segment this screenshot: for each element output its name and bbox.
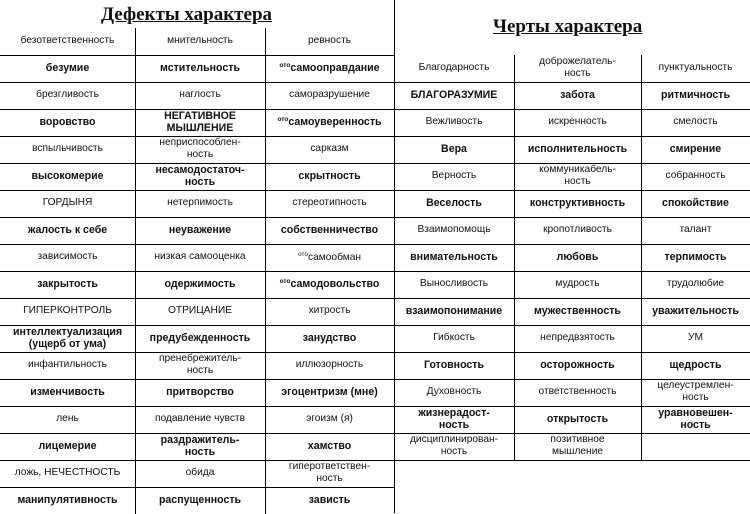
- trait-cell: [394, 82, 514, 109]
- trait-cell: [514, 163, 641, 190]
- defect-cell: [135, 55, 265, 82]
- defect-cell: [135, 271, 265, 298]
- trait-label: трудолюбие: [666, 278, 725, 290]
- row-rule: [394, 271, 750, 272]
- trait-cell: [514, 82, 641, 109]
- trait-label: Верность: [431, 170, 477, 182]
- prefix-mark: ото: [277, 115, 289, 123]
- defect-label: безумие: [45, 61, 90, 74]
- trait-cell: [394, 163, 514, 190]
- trait-cell: [641, 55, 750, 82]
- trait-cell: [394, 352, 514, 379]
- trait-cell: [514, 109, 641, 136]
- defect-cell: [0, 433, 135, 460]
- trait-label: Взаимопомощь: [417, 224, 491, 236]
- defect-cell: [0, 163, 135, 190]
- row-rule: [394, 325, 750, 326]
- trait-label: Гибкость: [433, 332, 475, 344]
- trait-cell: [394, 244, 514, 271]
- row-rule: [0, 82, 394, 83]
- row-rule: [0, 217, 394, 218]
- defect-cell: [0, 109, 135, 136]
- trait-label: Готовность: [423, 358, 485, 371]
- defect-label: самооправдание: [290, 61, 380, 74]
- defect-label: брезгливость: [36, 89, 99, 101]
- trait-cell: [394, 406, 514, 433]
- column-rule: [135, 28, 136, 514]
- defect-cell: [0, 271, 135, 298]
- trait-label: дисциплинирован- ность: [409, 434, 499, 457]
- defect-label: лицемерие: [38, 439, 97, 452]
- defect-cell: [265, 55, 394, 82]
- trait-label: Выносливость: [419, 278, 489, 290]
- trait-label: смелость: [673, 116, 718, 128]
- trait-cell: [641, 271, 750, 298]
- defect-label: наглость: [179, 89, 221, 101]
- trait-label: смирение: [669, 142, 722, 155]
- defect-cell: [135, 487, 265, 514]
- trait-cell: [514, 298, 641, 325]
- defect-cell: [265, 298, 394, 325]
- trait-label: БЛАГОРАЗУМИЕ: [410, 88, 498, 101]
- defect-cell: [265, 28, 394, 55]
- trait-cell: [641, 109, 750, 136]
- trait-label: уважительность: [652, 304, 739, 317]
- defect-cell: [0, 55, 135, 82]
- row-rule: [0, 433, 394, 434]
- trait-label: талант: [679, 224, 712, 236]
- defect-label: хамство: [307, 439, 352, 452]
- trait-label: терпимость: [664, 250, 727, 263]
- row-rule: [0, 136, 394, 137]
- trait-label: любовь: [556, 250, 599, 263]
- trait-cell: [394, 325, 514, 352]
- trait-label: уравновешен- ность: [658, 406, 733, 431]
- column-rule: [265, 28, 266, 514]
- defect-cell: [265, 109, 394, 136]
- trait-label: щедрость: [669, 358, 722, 371]
- defect-cell: [135, 298, 265, 325]
- defect-cell: [0, 136, 135, 163]
- defect-label: предубежденность: [149, 331, 251, 344]
- defect-cell: [265, 325, 394, 352]
- row-rule: [0, 379, 394, 380]
- defect-cell: [135, 406, 265, 433]
- defect-cell: [135, 244, 265, 271]
- defect-cell: [135, 82, 265, 109]
- row-rule: [394, 406, 750, 407]
- trait-label: Благодарность: [418, 62, 490, 74]
- trait-label: ритмичность: [661, 88, 730, 101]
- defect-cell: [265, 487, 394, 514]
- trait-cell: [394, 271, 514, 298]
- defect-label: притворство: [166, 385, 234, 398]
- defect-label: несамодостаточ- ность: [155, 163, 245, 188]
- trait-label: взаимопонимание: [405, 304, 503, 317]
- trait-label: пунктуальность: [658, 62, 733, 74]
- defect-cell: [0, 244, 135, 271]
- trait-label: доброжелатель- ность: [539, 56, 616, 79]
- defect-label: мнительность: [167, 35, 233, 47]
- trait-label: Веселость: [426, 196, 482, 209]
- defect-label: иллюзорность: [295, 359, 364, 371]
- defect-label: жалость к себе: [27, 223, 108, 236]
- defect-cell: [265, 136, 394, 163]
- trait-label: коммуникабель- ность: [539, 164, 616, 187]
- row-rule: [394, 217, 750, 218]
- prefix-mark: ото: [279, 277, 291, 285]
- defect-cell: [135, 28, 265, 55]
- defect-cell: [265, 82, 394, 109]
- defect-label: закрытость: [37, 277, 98, 290]
- defect-label: эгоцентризм (мне): [281, 385, 378, 398]
- defect-label: эгоизм (я): [306, 413, 353, 425]
- trait-cell: [641, 163, 750, 190]
- defect-label: гиперответствен- ность: [288, 461, 371, 484]
- defect-label: инфантильность: [28, 359, 107, 371]
- defect-label: самообман: [307, 251, 361, 263]
- defect-label: подавление чувств: [154, 413, 246, 425]
- defect-cell: [265, 217, 394, 244]
- trait-label: конструктивность: [529, 196, 626, 209]
- defect-label: самоуверенность: [288, 115, 382, 128]
- row-rule: [0, 406, 394, 407]
- row-rule: [394, 352, 750, 353]
- trait-label: целеустремлен- ность: [657, 380, 734, 403]
- trait-cell: [514, 190, 641, 217]
- defect-cell: [135, 379, 265, 406]
- trait-label: мужественность: [534, 304, 621, 317]
- trait-cell: [641, 379, 750, 406]
- defect-cell: [0, 82, 135, 109]
- row-rule: [394, 298, 750, 299]
- defect-cell: [135, 136, 265, 163]
- defect-label: интеллектуализация (ущерб от ума): [12, 325, 123, 350]
- defect-cell: [265, 460, 394, 487]
- trait-cell: [641, 244, 750, 271]
- defect-cell: [135, 163, 265, 190]
- defect-cell: [265, 271, 394, 298]
- defect-cell: [0, 352, 135, 379]
- defect-label: ГОРДЫНЯ: [42, 197, 93, 209]
- row-rule: [0, 190, 394, 191]
- defect-cell: [0, 28, 135, 55]
- trait-label: собранность: [665, 170, 726, 182]
- trait-cell: [641, 433, 750, 460]
- defect-label: скрытность: [298, 169, 361, 182]
- trait-cell: [514, 217, 641, 244]
- defect-label: зависть: [308, 493, 351, 506]
- row-rule: [394, 244, 750, 245]
- defect-cell: [135, 217, 265, 244]
- trait-label: открытость: [546, 412, 609, 425]
- trait-cell: [514, 271, 641, 298]
- row-rule: [394, 82, 750, 83]
- defect-label: низкая самооценка: [154, 251, 246, 263]
- trait-cell: [514, 406, 641, 433]
- trait-label: спокойствие: [662, 196, 729, 209]
- defect-label: неприспособлен- ность: [159, 137, 241, 160]
- row-rule: [0, 298, 394, 299]
- defect-cell: [0, 406, 135, 433]
- trait-label: искренность: [548, 116, 607, 128]
- defect-label: безответственность: [20, 35, 115, 47]
- trait-cell: [394, 109, 514, 136]
- row-rule: [394, 433, 750, 434]
- trait-cell: [394, 190, 514, 217]
- defect-label: лень: [56, 413, 79, 425]
- trait-cell: [514, 352, 641, 379]
- defect-label: нетерпимость: [167, 197, 233, 209]
- defect-cell: [265, 379, 394, 406]
- defect-label: пренебрежитель- ность: [158, 353, 242, 376]
- trait-cell: [514, 55, 641, 82]
- defect-label: раздражитель- ность: [160, 433, 240, 458]
- defect-cell: [0, 460, 135, 487]
- defects-title: Дефекты характера: [101, 4, 273, 25]
- defect-label: манипулятивность: [17, 493, 118, 506]
- trait-cell: [394, 55, 514, 82]
- trait-cell: [641, 217, 750, 244]
- column-rule: [514, 55, 515, 460]
- row-rule: [394, 460, 750, 461]
- defect-label: собственничество: [280, 223, 379, 236]
- defect-cell: [265, 433, 394, 460]
- row-rule: [0, 271, 394, 272]
- defect-cell: [0, 298, 135, 325]
- row-rule: [394, 190, 750, 191]
- defect-cell: [0, 325, 135, 352]
- defect-cell: [135, 352, 265, 379]
- trait-label: непредвзятость: [540, 332, 615, 344]
- row-rule: [0, 352, 394, 353]
- trait-cell: [641, 298, 750, 325]
- trait-cell: [514, 136, 641, 163]
- trait-label: ответственность: [538, 386, 617, 398]
- defect-label: зависимость: [37, 251, 98, 263]
- row-rule: [394, 163, 750, 164]
- row-rule: [0, 487, 394, 488]
- defect-label: распущенность: [158, 493, 242, 506]
- trait-label: мудрость: [555, 278, 600, 290]
- trait-cell: [514, 325, 641, 352]
- row-rule: [394, 136, 750, 137]
- trait-cell: [641, 190, 750, 217]
- defect-cell: [0, 487, 135, 514]
- trait-label: позитивное мышление: [550, 434, 605, 457]
- trait-cell: [641, 325, 750, 352]
- trait-label: жизнерадост- ность: [418, 406, 490, 431]
- trait-label: осторожность: [540, 358, 615, 371]
- trait-cell: [394, 298, 514, 325]
- row-rule: [0, 163, 394, 164]
- defect-label: одержимость: [164, 277, 236, 290]
- defect-label: неуважение: [168, 223, 232, 236]
- defect-cell: [135, 109, 265, 136]
- defect-cell: [0, 190, 135, 217]
- defect-label: изменчивость: [30, 385, 105, 398]
- defect-label: высокомерие: [31, 169, 104, 182]
- defect-cell: [265, 406, 394, 433]
- defect-cell: [0, 379, 135, 406]
- defect-cell: [135, 460, 265, 487]
- trait-label: УМ: [688, 332, 703, 344]
- trait-cell: [641, 352, 750, 379]
- trait-label: Духовность: [426, 386, 482, 398]
- defect-label: саморазрушение: [289, 89, 370, 101]
- trait-label: Вежливость: [425, 116, 483, 128]
- traits-title: Черты характера: [493, 16, 643, 37]
- trait-cell: [641, 136, 750, 163]
- row-rule: [0, 460, 394, 461]
- prefix-mark: ото: [279, 61, 291, 69]
- defect-cell: [265, 352, 394, 379]
- trait-cell: [394, 433, 514, 460]
- defect-cell: [265, 190, 394, 217]
- trait-cell: [641, 406, 750, 433]
- defect-label: занудство: [302, 331, 357, 344]
- row-rule: [0, 325, 394, 326]
- prefix-mark: ото: [297, 250, 308, 258]
- row-rule: [394, 109, 750, 110]
- defect-cell: [265, 244, 394, 271]
- defect-label: НЕГАТИВНОЕ МЫШЛЕНИЕ: [164, 109, 236, 134]
- trait-cell: [394, 136, 514, 163]
- defect-cell: [0, 217, 135, 244]
- defect-label: сарказм: [310, 143, 349, 155]
- trait-cell: [514, 433, 641, 460]
- defect-cell: [135, 433, 265, 460]
- defect-label: ГИПЕРКОНТРОЛЬ: [23, 305, 112, 317]
- trait-cell: [514, 379, 641, 406]
- defect-label: стереотипность: [292, 197, 367, 209]
- row-rule: [394, 379, 750, 380]
- trait-cell: [641, 82, 750, 109]
- defect-cell: [135, 325, 265, 352]
- defect-label: воровство: [39, 115, 96, 128]
- defect-label: ревность: [307, 35, 352, 47]
- column-rule: [641, 55, 642, 460]
- defect-label: ОТРИЦАНИЕ: [167, 305, 233, 317]
- row-rule: [0, 109, 394, 110]
- row-rule: [0, 55, 394, 56]
- defect-cell: [135, 190, 265, 217]
- trait-label: внимательность: [410, 250, 498, 263]
- trait-cell: [394, 217, 514, 244]
- defect-label: ложь, НЕЧЕСТНОСТЬ: [14, 467, 121, 479]
- defect-label: вспыльчивость: [32, 143, 103, 155]
- defect-cell: [265, 163, 394, 190]
- defect-label: мстительность: [160, 61, 240, 74]
- trait-label: забота: [560, 88, 595, 101]
- trait-cell: [394, 379, 514, 406]
- defect-label: самодовольство: [290, 277, 380, 290]
- table-divider: [394, 0, 395, 513]
- trait-label: кропотливость: [543, 224, 612, 236]
- trait-label: Вера: [441, 142, 467, 155]
- row-rule: [0, 244, 394, 245]
- defect-label: обида: [185, 467, 215, 479]
- trait-cell: [514, 244, 641, 271]
- trait-label: исполнительность: [527, 142, 628, 155]
- defect-label: хитрость: [308, 305, 351, 317]
